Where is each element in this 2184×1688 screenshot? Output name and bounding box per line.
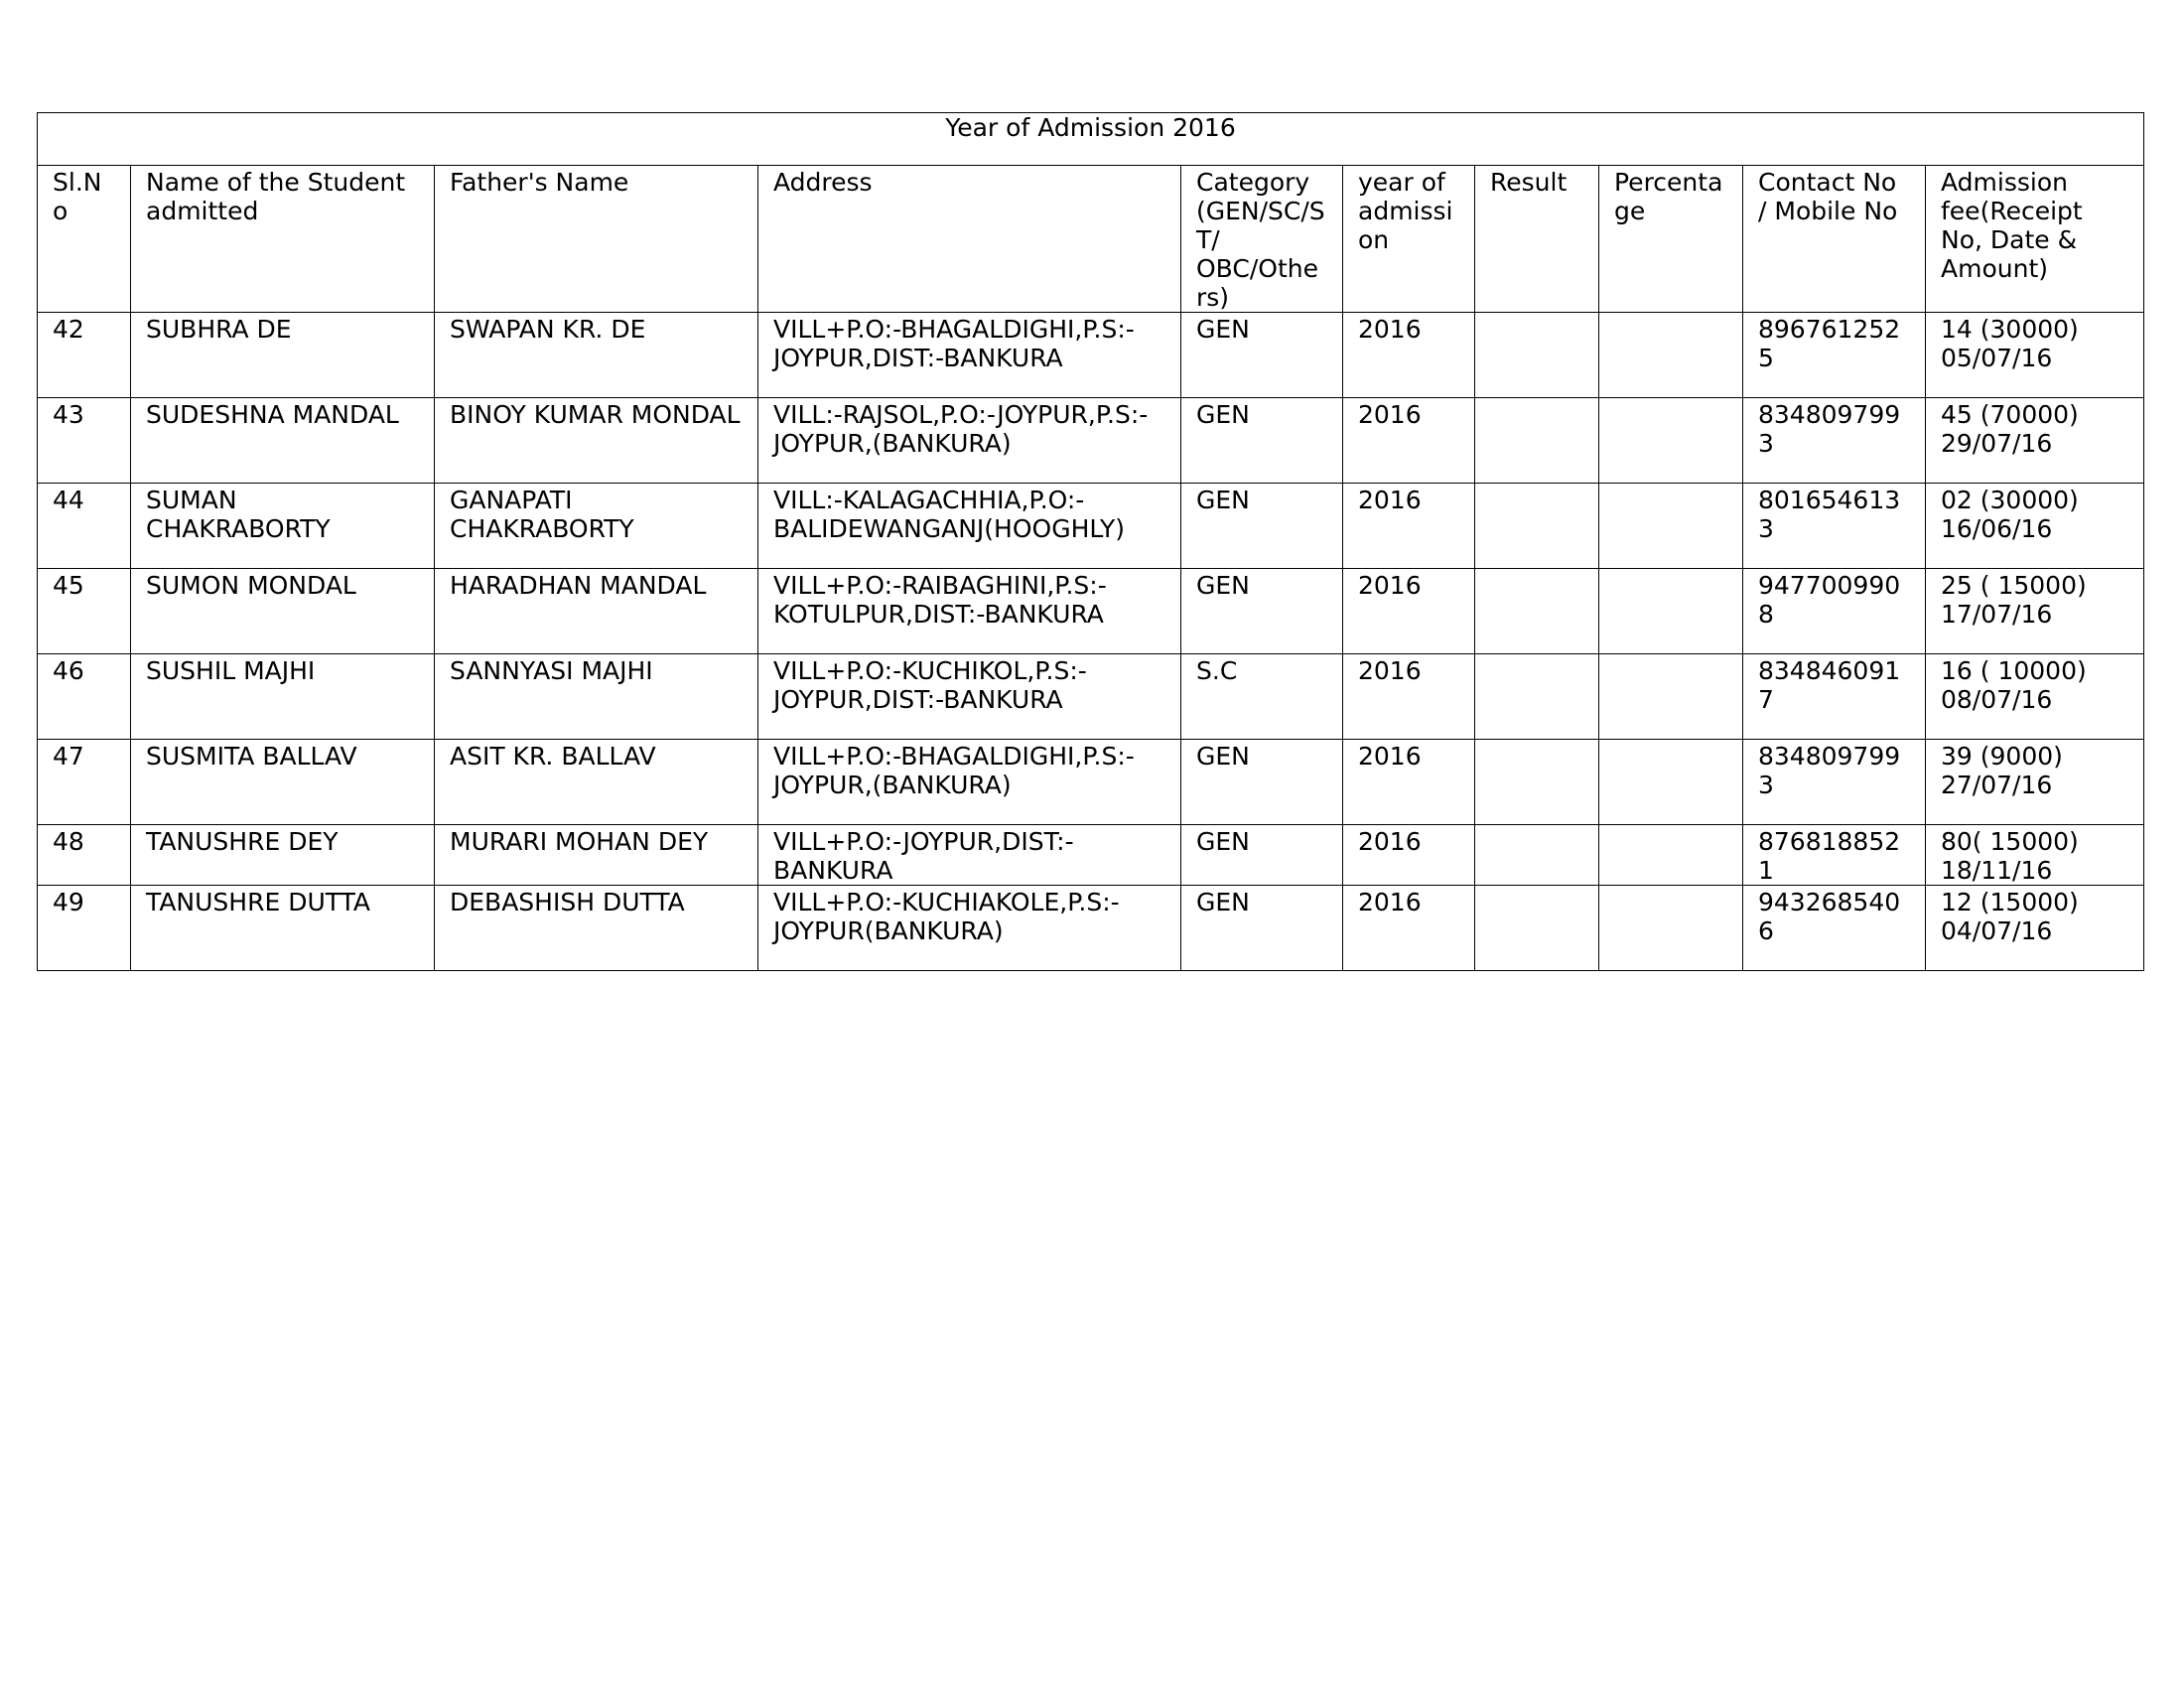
fee-receipt-amount: 45 (70000) xyxy=(1941,400,2079,429)
cell-year: 2016 xyxy=(1343,398,1475,484)
fee-receipt-amount: 39 (9000) xyxy=(1941,742,2063,771)
cell-year: 2016 xyxy=(1343,740,1475,825)
cell-percentage xyxy=(1599,484,1743,569)
fee-date: 17/07/16 xyxy=(1941,600,2053,629)
cell-result xyxy=(1475,654,1599,740)
cell-percentage xyxy=(1599,886,1743,971)
table-row xyxy=(38,886,2144,971)
table-title: Year of Admission 2016 xyxy=(38,113,2144,166)
cell-contact: 8348097993 xyxy=(1743,398,1926,484)
cell-contact: 8768188521 xyxy=(1743,825,1926,886)
cell-father-name: DEBASHISH DUTTA xyxy=(435,886,758,971)
header-slno: Sl.No xyxy=(38,166,131,313)
cell-percentage xyxy=(1599,569,1743,654)
cell-student-name: SUSHIL MAJHI xyxy=(131,654,435,740)
cell-admission-fee xyxy=(1926,740,2144,825)
cell-category: GEN xyxy=(1181,569,1343,654)
header-category: Category (GEN/SC/ST/ OBC/Others) xyxy=(1181,166,1343,313)
fee-receipt-amount: 80( 15000) xyxy=(1941,827,2079,856)
cell-student-name: TANUSHRE DEY xyxy=(131,825,435,886)
cell-admission-fee xyxy=(1926,825,2144,886)
cell-father-name: SANNYASI MAJHI xyxy=(435,654,758,740)
cell-slno: 44 xyxy=(38,484,131,569)
cell-slno: 45 xyxy=(38,569,131,654)
fee-receipt-amount: 16 ( 10000) xyxy=(1941,656,2087,685)
cell-result xyxy=(1475,313,1599,398)
fee-date: 16/06/16 xyxy=(1941,514,2053,543)
header-year-of-admission: year of admission xyxy=(1343,166,1475,313)
fee-receipt-amount: 02 (30000) xyxy=(1941,486,2079,514)
cell-result xyxy=(1475,398,1599,484)
fee-receipt-amount: 14 (30000) xyxy=(1941,315,2079,344)
cell-percentage xyxy=(1599,654,1743,740)
cell-year: 2016 xyxy=(1343,484,1475,569)
table-row xyxy=(38,569,2144,654)
cell-address: VILL+P.O:-RAIBAGHINI,P.S:-KOTULPUR,DIST:-BANKURA xyxy=(758,569,1181,654)
fee-receipt-amount: 12 (15000) xyxy=(1941,888,2079,916)
cell-address: VILL+P.O:-JOYPUR,DIST:-BANKURA xyxy=(758,825,1181,886)
cell-father-name: SWAPAN KR. DE xyxy=(435,313,758,398)
cell-contact: 8348460917 xyxy=(1743,654,1926,740)
fee-date: 18/11/16 xyxy=(1941,856,2053,885)
cell-category: GEN xyxy=(1181,886,1343,971)
header-address: Address xyxy=(758,166,1181,313)
fee-date: 27/07/16 xyxy=(1941,771,2053,799)
header-contact: Contact No / Mobile No xyxy=(1743,166,1926,313)
cell-student-name: SUSMITA BALLAV xyxy=(131,740,435,825)
cell-percentage xyxy=(1599,825,1743,886)
table-row xyxy=(38,654,2144,740)
cell-admission-fee xyxy=(1926,484,2144,569)
cell-result xyxy=(1475,825,1599,886)
cell-contact: 8348097993 xyxy=(1743,740,1926,825)
cell-slno: 46 xyxy=(38,654,131,740)
fee-date: 05/07/16 xyxy=(1941,344,2053,372)
cell-admission-fee xyxy=(1926,313,2144,398)
cell-percentage xyxy=(1599,313,1743,398)
cell-year: 2016 xyxy=(1343,569,1475,654)
fee-date: 08/07/16 xyxy=(1941,685,2053,714)
cell-address: VILL:-RAJSOL,P.O:-JOYPUR,P.S:-JOYPUR,(BANKURA) xyxy=(758,398,1181,484)
cell-father-name: MURARI MOHAN DEY xyxy=(435,825,758,886)
cell-slno: 48 xyxy=(38,825,131,886)
admission-table xyxy=(37,112,2144,971)
table-row xyxy=(38,740,2144,825)
cell-slno: 47 xyxy=(38,740,131,825)
cell-student-name: SUBHRA DE xyxy=(131,313,435,398)
table-row xyxy=(38,313,2144,398)
cell-address: VILL:-KALAGACHHIA,P.O:-BALIDEWANGANJ(HOOGHLY) xyxy=(758,484,1181,569)
cell-category: S.C xyxy=(1181,654,1343,740)
header-student-name: Name of the Student admitted xyxy=(131,166,435,313)
table-row xyxy=(38,825,2144,886)
cell-result xyxy=(1475,569,1599,654)
cell-student-name: SUDESHNA MANDAL xyxy=(131,398,435,484)
cell-admission-fee xyxy=(1926,569,2144,654)
header-result: Result xyxy=(1475,166,1599,313)
header-row xyxy=(38,166,2144,313)
cell-student-name: SUMAN CHAKRABORTY xyxy=(131,484,435,569)
fee-receipt-amount: 25 ( 15000) xyxy=(1941,571,2087,600)
cell-category: GEN xyxy=(1181,484,1343,569)
table-row xyxy=(38,484,2144,569)
cell-father-name: HARADHAN MANDAL xyxy=(435,569,758,654)
cell-address: VILL+P.O:-BHAGALDIGHI,P.S:-JOYPUR,DIST:-BANKURA xyxy=(758,313,1181,398)
cell-category: GEN xyxy=(1181,398,1343,484)
table-row xyxy=(38,398,2144,484)
cell-father-name: BINOY KUMAR MONDAL xyxy=(435,398,758,484)
cell-result xyxy=(1475,484,1599,569)
cell-year: 2016 xyxy=(1343,886,1475,971)
cell-year: 2016 xyxy=(1343,825,1475,886)
cell-slno: 43 xyxy=(38,398,131,484)
cell-address: VILL+P.O:-BHAGALDIGHI,P.S:-JOYPUR,(BANKURA) xyxy=(758,740,1181,825)
cell-father-name: GANAPATI CHAKRABORTY xyxy=(435,484,758,569)
cell-student-name: TANUSHRE DUTTA xyxy=(131,886,435,971)
header-father-name: Father's Name xyxy=(435,166,758,313)
cell-contact: 9477009908 xyxy=(1743,569,1926,654)
cell-admission-fee xyxy=(1926,398,2144,484)
cell-percentage xyxy=(1599,740,1743,825)
cell-contact: 9432685406 xyxy=(1743,886,1926,971)
cell-result xyxy=(1475,740,1599,825)
cell-address: VILL+P.O:-KUCHIKOL,P.S:-JOYPUR,DIST:-BANKURA xyxy=(758,654,1181,740)
cell-year: 2016 xyxy=(1343,313,1475,398)
cell-slno: 49 xyxy=(38,886,131,971)
cell-contact: 8016546133 xyxy=(1743,484,1926,569)
cell-admission-fee xyxy=(1926,654,2144,740)
cell-address: VILL+P.O:-KUCHIAKOLE,P.S:-JOYPUR(BANKURA) xyxy=(758,886,1181,971)
header-admission-fee: Admission fee(Receipt No, Date & Amount) xyxy=(1926,166,2144,313)
cell-father-name: ASIT KR. BALLAV xyxy=(435,740,758,825)
header-percentage: Percentage xyxy=(1599,166,1743,313)
cell-category: GEN xyxy=(1181,825,1343,886)
table-title-row xyxy=(38,113,2144,166)
cell-category: GEN xyxy=(1181,740,1343,825)
fee-date: 04/07/16 xyxy=(1941,916,2053,945)
cell-student-name: SUMON MONDAL xyxy=(131,569,435,654)
cell-admission-fee xyxy=(1926,886,2144,971)
cell-percentage xyxy=(1599,398,1743,484)
cell-category: GEN xyxy=(1181,313,1343,398)
fee-date: 29/07/16 xyxy=(1941,429,2053,458)
cell-year: 2016 xyxy=(1343,654,1475,740)
cell-result xyxy=(1475,886,1599,971)
cell-slno: 42 xyxy=(38,313,131,398)
cell-contact: 8967612525 xyxy=(1743,313,1926,398)
